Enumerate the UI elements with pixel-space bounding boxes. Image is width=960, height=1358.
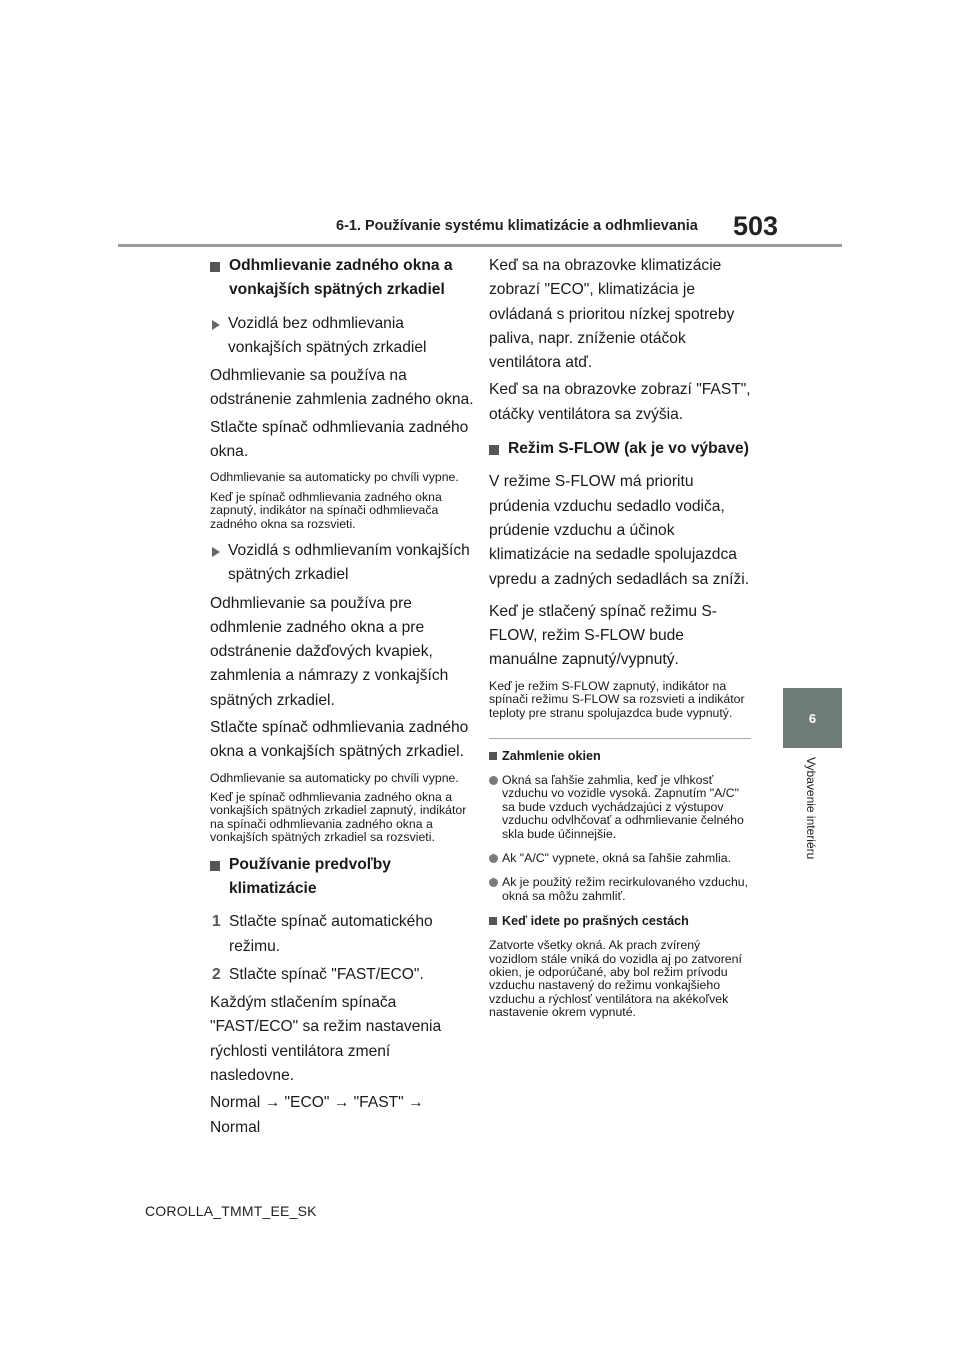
subheading-window-fogging: Zahmlenie okien: [489, 749, 751, 764]
section-title: 6-1. Používanie systému klimatizácie a odhmlievania: [336, 218, 698, 234]
square-bullet-icon: [210, 262, 220, 272]
circle-bullet-icon: [489, 878, 498, 887]
paragraph: Každým stlačením spínača "FAST/ECO" sa režim nastavenia rýchlosti ventilátora zmení nasledovne.: [210, 994, 442, 1085]
square-bullet-icon: [489, 445, 499, 455]
page-number: 503: [733, 211, 779, 241]
paragraph: Odhmlievanie sa používa na odstránenie zahmlenia zadného okna.: [210, 367, 474, 409]
paragraph: V režime S-FLOW má prioritu prúdenia vzduchu sedadlo vodiča, prúdenie vzduchu a účinok klimatizácie na sedadle spolujazdca vpredu a zadných sedadlách sa zníži.: [489, 473, 750, 588]
paragraph: Keď sa na obrazovke zobrazí "FAST", otáčky ventilátora sa zvýšia.: [489, 381, 751, 423]
left-column: [210, 254, 476, 1143]
note: Keď je spínač odhmlievania zadného okna zapnutý, indikátor na spínači odhmlievača zadného okna sa rozsvieti.: [210, 489, 442, 531]
list-item: Okná sa ľahšie zahmlia, keď je vlhkosť vzduchu vo vozidle vysoká. Zapnutím "A/C" sa bude vzduch vychádzajúci z výstupov vzduchu odvlhčovať a odhmlievanie čelného skla bude účinnejšie.: [489, 774, 751, 841]
step-1: 1 Stlačte spínač automatického režimu.: [212, 913, 433, 955]
section-divider: [489, 738, 751, 739]
note: Odhmlievanie sa automaticky po chvíli vypne.: [210, 770, 459, 785]
subheading-without-mirror-defogger: Vozidlá bez odhmlievania vonkajších spätných zrkadiel: [210, 312, 476, 361]
heading-s-flow: Režim S-FLOW (ak je vo výbave): [489, 437, 751, 461]
note: Odhmlievanie sa automaticky po chvíli vypne.: [210, 470, 459, 485]
square-bullet-icon: [489, 752, 497, 760]
subheading-dusty-roads: Keď idete po prašných cestách: [489, 914, 751, 929]
square-bullet-icon: [210, 861, 220, 871]
subheading-with-mirror-defogger: Vozidlá s odhmlievaním vonkajších spätných zrkadiel: [210, 539, 476, 588]
paragraph: Keď sa na obrazovke klimatizácie zobrazí "ECO", klimatizácia je ovládaná s prioritou nízkej spotreby paliva, napr. zníženie otáčok ventilátora atď.: [489, 257, 735, 372]
paragraph: Stlačte spínač odhmlievania zadného okna a vonkajších spätných zrkadiel.: [210, 719, 469, 761]
square-bullet-icon: [489, 917, 497, 925]
circle-bullet-icon: [489, 776, 498, 785]
step-2: 2 Stlačte spínač "FAST/ECO".: [212, 965, 424, 983]
paragraph: Stlačte spínač odhmlievania zadného okna.: [210, 418, 469, 461]
note: Zatvorte všetky okná. Ak prach zvírený vozidlom stále vniká do vozidla aj po zatvorení okien, je odporúčané, aby bol režim prívodu vzduchu nastavený do režimu vonkajšieho vzduchu a rýchlosť ventilátora na akékoľvek nastavenie okrem vypnuté.: [489, 938, 742, 1020]
chapter-tab-label: [796, 757, 826, 897]
footer-code: COROLLA_TMMT_EE_SK: [145, 1203, 317, 1219]
header-rule: [118, 244, 842, 247]
note: Keď je režim S-FLOW zapnutý, indikátor na spínači režimu S-FLOW sa rozsvieti a indikátor teploty pre stranu spolujazdca bude vypnutý.: [489, 678, 745, 720]
heading-rear-defogger: Odhmlievanie zadného okna a vonkajších spätných zrkadiel: [210, 254, 476, 303]
chapter-tab: [783, 688, 842, 748]
triangle-bullet-icon: [212, 320, 220, 330]
paragraph: Odhmlievanie sa používa pre odhmlenie zadného okna a pre odstránenie dažďových kvapiek, zahmlenia a námrazy z vonkajších spätných zrkadiel.: [210, 594, 449, 709]
note: Keď je spínač odhmlievania zadného okna a vonkajších spätných zrkadiel zapnutý, indikátor na spínači odhmlievania zadného okna a vonkajších spätných zrkadiel sa rozsvieti.: [210, 790, 467, 845]
right-column: [489, 254, 751, 1026]
triangle-bullet-icon: [212, 547, 220, 557]
paragraph: Normal → "ECO" → "FAST" → Normal: [210, 1094, 424, 1136]
chapter-number: 6: [808, 710, 817, 726]
heading-preset-climate: Používanie predvoľby klimatizácie: [210, 853, 476, 902]
list-item: Ak je použitý režim recirkulovaného vzduchu, okná sa môžu zahmliť.: [489, 876, 751, 903]
circle-bullet-icon: [489, 854, 498, 863]
chapter-title: Vybavenie interiéru: [804, 757, 818, 860]
paragraph: Keď je stlačený spínač režimu S-FLOW, režim S-FLOW bude manuálne zapnutý/vypnutý.: [489, 602, 717, 669]
list-item: Ak "A/C" vypnete, okná sa ľahšie zahmlia.: [489, 852, 751, 865]
